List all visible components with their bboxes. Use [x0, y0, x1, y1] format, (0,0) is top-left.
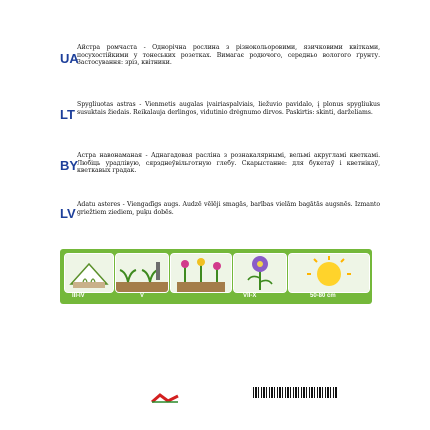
barcode-icon	[253, 387, 338, 398]
description-by-text: Астра навонаманая - Аднагадовая расліна з рознакалярнымі, вельмі акругламі кветкамі. Любіць урадлівую, сярэднеўвільготную глебу. Скарыстанне: для букетаў і кветнікаў, кветкавых градак.	[77, 152, 380, 175]
description-lv	[60, 201, 380, 216]
language-code-lt: LT	[60, 107, 75, 122]
section-ua	[60, 44, 380, 67]
sun-icon	[288, 253, 370, 293]
plant-height-label: 50-80 cm	[310, 293, 336, 299]
section-lt	[60, 101, 380, 122]
language-code-by: BY	[60, 158, 79, 173]
flowers-bed-icon	[170, 253, 232, 293]
seedling-planting-icon	[115, 253, 169, 293]
description-lt-text: Spygliuotas astras - Vienmetis augalas įvairiaspalviais, liežuvio pavidalo, į plonus spygliukus susuktais žiedais. Reikalauja derlingos, vidutinio drėgnumo dirvos. Paskirtis: skinti, darželiams.	[77, 101, 380, 116]
language-code-ua: UA	[60, 51, 79, 66]
description-by	[60, 152, 380, 175]
planting-period-label: V	[140, 293, 145, 299]
description-lt	[60, 101, 380, 116]
language-code-lv: LV	[60, 206, 76, 221]
growing-info-strip	[60, 249, 372, 304]
sowing-indoors-icon	[64, 253, 114, 293]
brand-logo-icon	[150, 388, 180, 398]
description-lv-text: Adatu asteres - Viengadīgs augs. Audzē vēlēji smagās, barības vielām bagātās augsnēs. Izmanto griežtiem ziediem, puķu dobēs.	[77, 201, 380, 216]
sowing-period-label: III-IV	[72, 293, 85, 299]
description-ua-text: Айстра ромчаста - Однорічна рослина з різнокольоровими, язичковими квітками, посухостійкими у тонеських розетках. Вимагає родючого, середньо вологого ґрунту. Застосування: зріз, квітники.	[77, 44, 380, 67]
flowering-period-icon	[233, 253, 287, 293]
description-ua	[60, 44, 380, 67]
flowering-period-label: VII-X	[243, 293, 257, 299]
section-by	[60, 152, 380, 175]
section-lv	[60, 201, 380, 221]
